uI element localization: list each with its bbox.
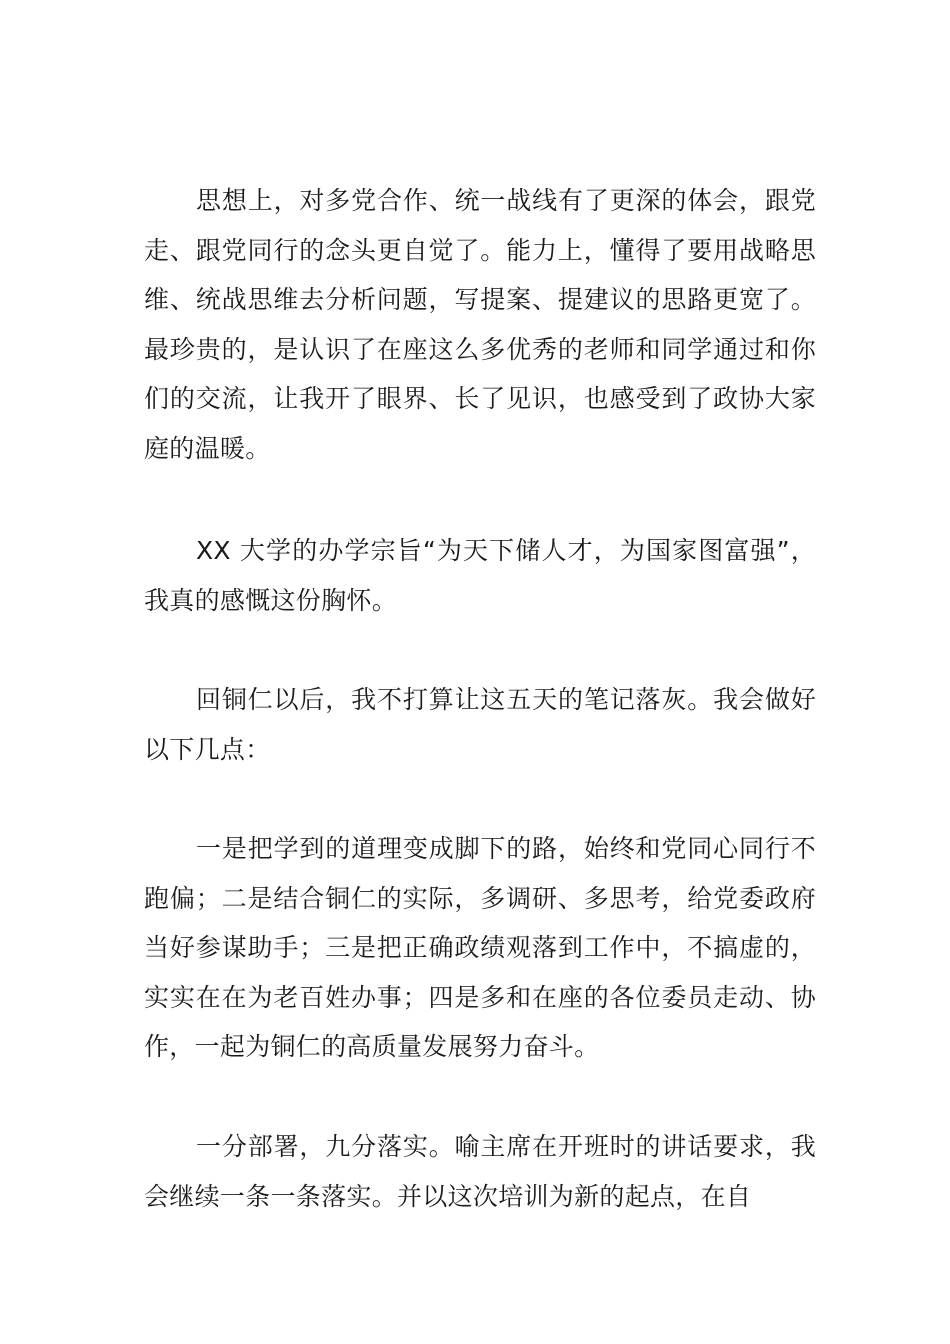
paragraph-return-plan: 回铜仁以后，我不打算让这五天的笔记落灰。我会做好以下几点：: [144, 685, 816, 764]
paragraph-implementation: 一分部署，九分落实。喻主席在开班时的讲话要求，我会继续一条一条落实。并以这次培训为新的起点，在自: [144, 1132, 816, 1211]
paragraph-four-points: 一是把学到的道理变成脚下的路，始终和党同心同行不跑偏；二是结合铜仁的实际，多调研、多思考，给党委政府当好参谋助手；三是把正确政绩观落到工作中，不搞虚的，实实在在为老百姓办事；四是多和在座的各位委员走动、协作，一起为铜仁的高质量发展努力奋斗。: [144, 834, 816, 1061]
paragraph-university-motto: XX 大学的办学宗旨“为天下储人才，为国家图富强”，我真的感慨这份胸怀。: [144, 536, 816, 615]
paragraph-reflection: 思想上，对多党合作、统一战线有了更深的体会，跟党走、跟党同行的念头更自觉了。能力上，懂得了要用战略思维、统战思维去分析问题，写提案、提建议的思路更宽了。最珍贵的，是认识了在座这么多优秀的老师和同学通过和你们的交流，让我开了眼界、长了见识，也感受到了政协大家庭的温暖。: [144, 186, 816, 463]
